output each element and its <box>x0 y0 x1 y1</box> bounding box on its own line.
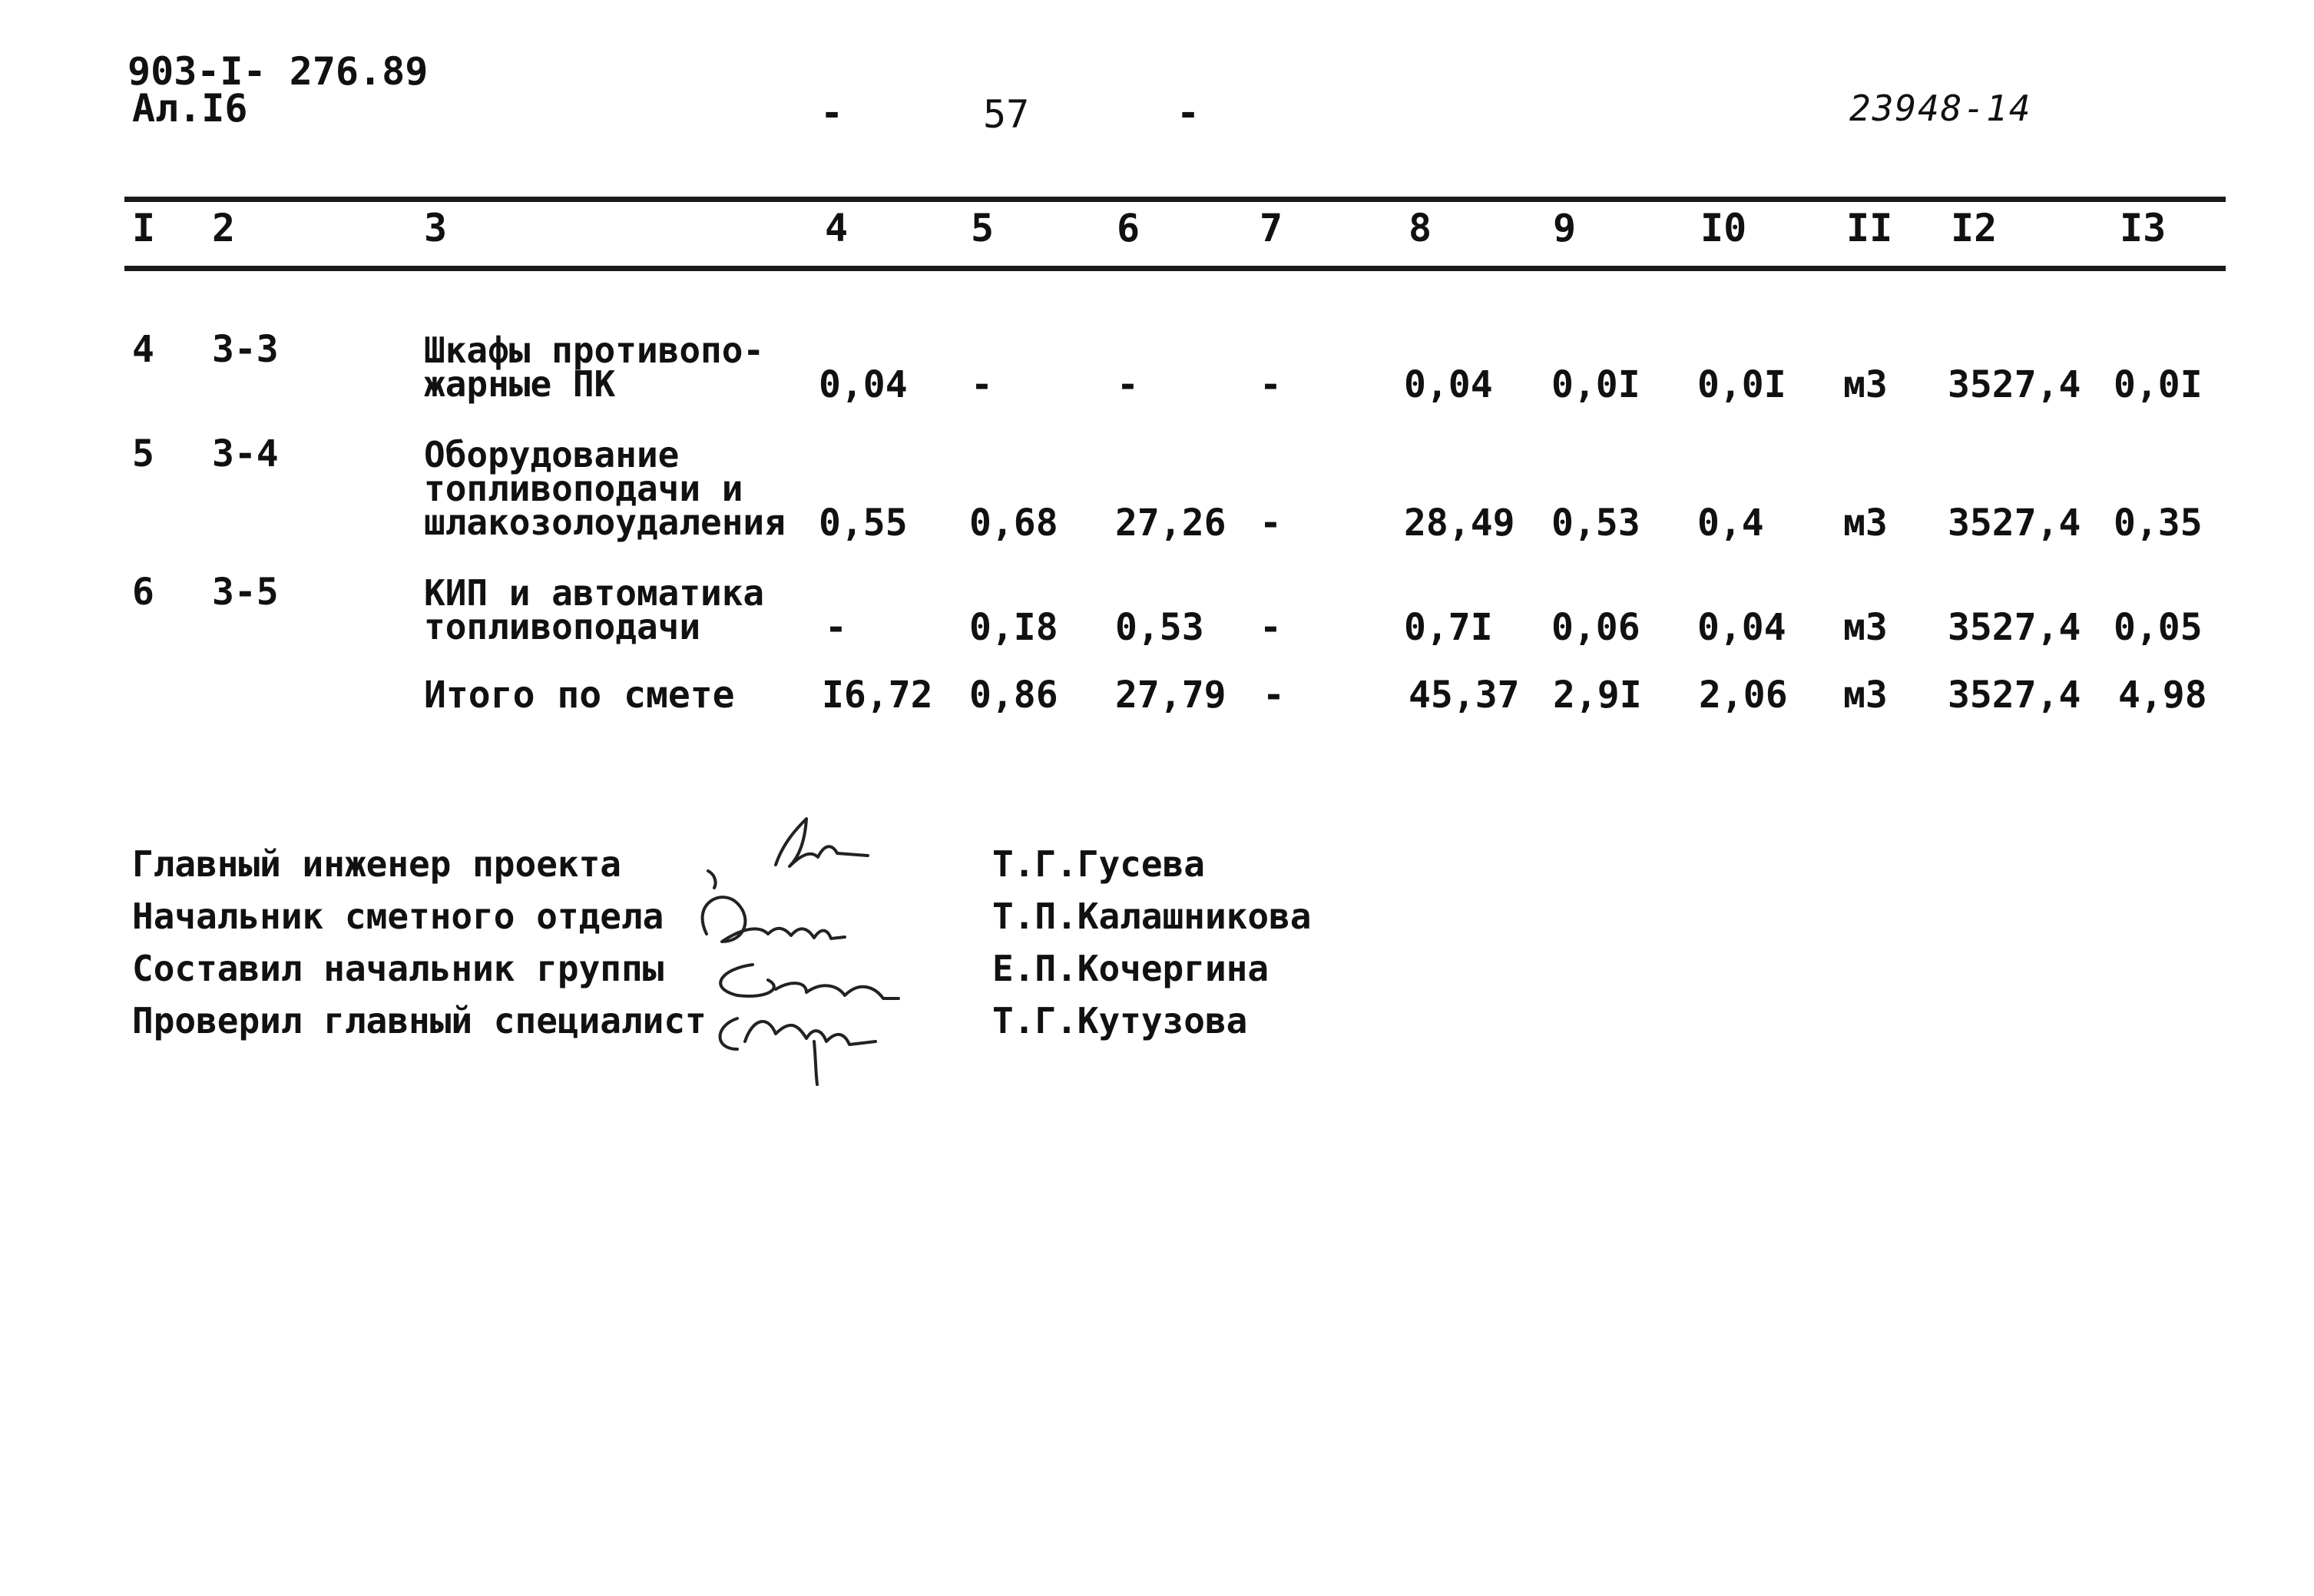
cell-col7: - <box>1260 606 1282 649</box>
cell-col10: 0,4 <box>1697 502 1764 545</box>
cell-col4: - <box>825 606 847 649</box>
row-number: 6 <box>132 571 154 614</box>
sheet-number: Ал.I6 <box>132 86 248 131</box>
cell-col13: 0,05 <box>2114 606 2203 649</box>
column-number: 7 <box>1260 206 1283 250</box>
cell-col10: 0,04 <box>1697 606 1786 649</box>
signatory-name: Е.П.Кочергина <box>992 948 1270 989</box>
cell-col7: - <box>1260 363 1282 406</box>
column-number: I3 <box>2120 206 2167 250</box>
cell-col9: 0,06 <box>1551 606 1640 649</box>
cell-col12: 3527,4 <box>1948 363 2081 406</box>
cell-col4: 0,55 <box>819 502 908 545</box>
signatory-name: Т.Г.Гусева <box>992 843 1205 885</box>
column-number: 3 <box>424 206 448 250</box>
cell-col8: 0,7I <box>1404 606 1493 649</box>
cell-col12: 3527,4 <box>1948 502 2081 545</box>
row-name-line: Оборудование <box>424 434 680 475</box>
signature-role: Начальник сметного отдела <box>132 896 664 937</box>
row-name-line: шлакозолоудаления <box>424 502 786 543</box>
row-code: 3-5 <box>212 571 279 614</box>
cell-col9: 0,53 <box>1551 502 1640 545</box>
total-col6: 27,79 <box>1115 674 1227 717</box>
row-code: 3-4 <box>212 432 279 475</box>
row-name-line: жарные ПК <box>424 363 616 405</box>
cell-col4: 0,04 <box>819 363 908 406</box>
signature-role: Проверил главный специалист <box>132 1000 707 1041</box>
column-number: 4 <box>825 206 849 250</box>
table-header-rule <box>124 266 2226 271</box>
signatory-name: Т.Г.Кутузова <box>992 1000 1248 1041</box>
signature-role: Главный инженер проекта <box>132 843 621 885</box>
total-col4: I6,72 <box>822 674 933 717</box>
cell-col8: 0,04 <box>1404 363 1493 406</box>
page-number: 57 <box>983 92 1030 137</box>
signatory-name: Т.П.Калашникова <box>992 896 1312 937</box>
column-number: II <box>1846 206 1893 250</box>
row-name-line: КИП и автоматика <box>424 572 765 614</box>
total-col5: 0,86 <box>969 674 1058 717</box>
column-number: 5 <box>971 206 995 250</box>
row-name-line: Шкафы противопо- <box>424 329 765 371</box>
signature-1 <box>776 819 868 866</box>
table-top-rule <box>124 197 2226 202</box>
total-col8: 45,37 <box>1409 674 1520 717</box>
handwritten-signatures <box>691 811 968 1088</box>
cell-col6: - <box>1117 363 1139 406</box>
document-code: 903-I- 276.89 <box>127 49 429 94</box>
column-number: 9 <box>1553 206 1577 250</box>
cell-col5: - <box>971 363 993 406</box>
cell-col8: 28,49 <box>1404 502 1515 545</box>
column-number: I2 <box>1951 206 1998 250</box>
total-col13: 4,98 <box>2118 674 2207 717</box>
page-dash-right: - <box>1177 91 1200 135</box>
total-col12: 3527,4 <box>1948 674 2081 717</box>
row-name-line: топливоподачи и <box>424 468 743 509</box>
column-number: 2 <box>212 206 236 250</box>
column-number: I <box>132 206 156 250</box>
total-col7: - <box>1263 674 1285 717</box>
column-number: 6 <box>1117 206 1140 250</box>
total-label: Итого по смете <box>424 674 735 717</box>
row-code: 3-3 <box>212 328 279 371</box>
cell-col10: 0,0I <box>1697 363 1786 406</box>
cell-col13: 0,0I <box>2114 363 2203 406</box>
cell-col9: 0,0I <box>1551 363 1640 406</box>
signature-3 <box>720 965 899 998</box>
cell-col13: 0,35 <box>2114 502 2203 545</box>
cell-col7: - <box>1260 502 1282 545</box>
cell-col6: 0,53 <box>1115 606 1204 649</box>
cell-unit: м3 <box>1843 363 1888 406</box>
signature-2 <box>703 897 845 942</box>
row-number: 5 <box>132 432 154 475</box>
cell-col5: 0,68 <box>969 502 1058 545</box>
column-number: I0 <box>1700 206 1747 250</box>
row-name-line: топливоподачи <box>424 606 701 647</box>
cell-unit: м3 <box>1843 606 1888 649</box>
page-dash-left: - <box>820 91 844 135</box>
cell-unit: м3 <box>1843 502 1888 545</box>
column-number: 8 <box>1409 206 1432 250</box>
cell-col12: 3527,4 <box>1948 606 2081 649</box>
total-col10: 2,06 <box>1699 674 1788 717</box>
total-col9: 2,9I <box>1553 674 1642 717</box>
signature-role: Составил начальник группы <box>132 948 664 989</box>
cell-col6: 27,26 <box>1115 502 1227 545</box>
cell-col5: 0,I8 <box>969 606 1058 649</box>
total-unit: м3 <box>1843 674 1888 717</box>
row-number: 4 <box>132 328 154 371</box>
inventory-number: 23948-14 <box>1849 88 2032 129</box>
signature-4 <box>720 1018 876 1084</box>
